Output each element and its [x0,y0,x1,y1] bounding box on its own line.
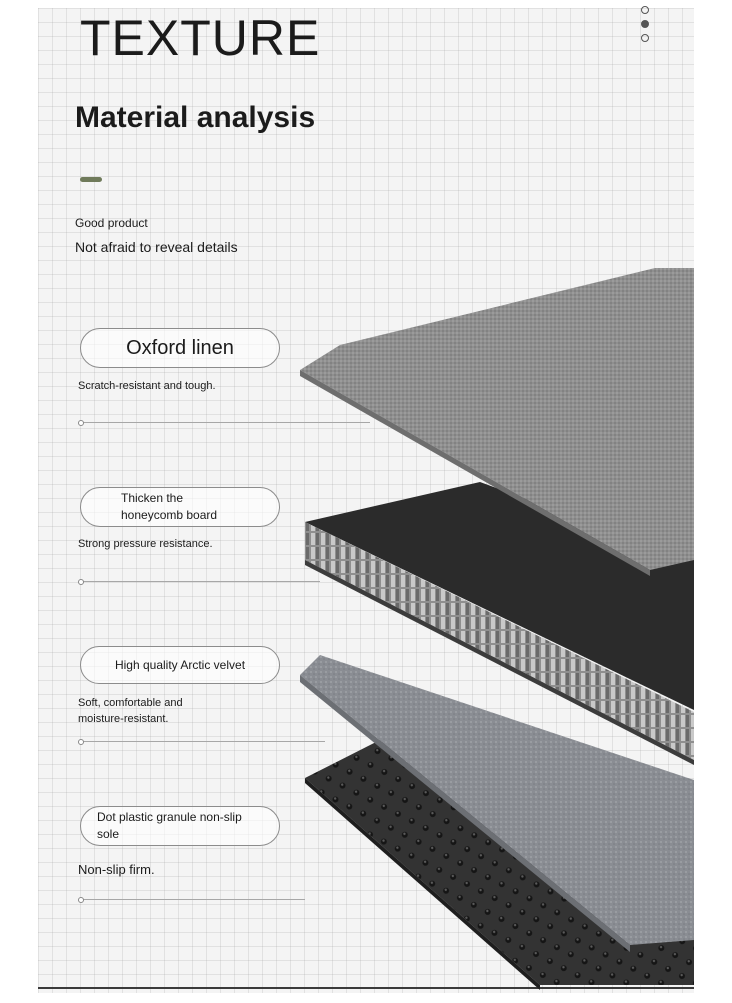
pagination-dot-active[interactable] [641,20,649,28]
tagline: Not afraid to reveal details [75,239,238,255]
leader-line [80,899,305,900]
layer-name: High quality Arctic velvet [114,658,246,672]
layer-pill-oxford-linen[interactable] [80,328,280,368]
layer-name: Thicken the honeycomb board [121,491,218,522]
pagination-dot[interactable] [641,34,649,42]
pagination-dot[interactable] [641,6,649,14]
layer-name: Dot plastic granule non-slip sole [97,810,242,841]
leader-line [80,741,325,742]
layer-name: Oxford linen [126,336,234,359]
leader-line [80,581,320,582]
layer-pill-arctic-velvet[interactable] [80,646,280,684]
layer-description: Scratch-resistant and tough. [78,380,216,392]
bottom-divider [38,987,694,989]
accent-bar [80,177,102,182]
page-title: TEXTURE [80,10,321,66]
layer-description: Strong pressure resistance. [78,538,213,550]
layer-description: Soft, comfortable and moisture-resistant. [78,697,183,725]
layer-description: Non-slip firm. [78,862,155,877]
small-label: Good product [75,216,148,230]
pagination-dots [639,6,651,48]
leader-line [80,422,370,423]
layer-pill-non-slip-sole[interactable] [80,806,280,846]
layer-pill-honeycomb-board[interactable] [80,487,280,527]
section-subtitle: Material analysis [75,101,316,134]
